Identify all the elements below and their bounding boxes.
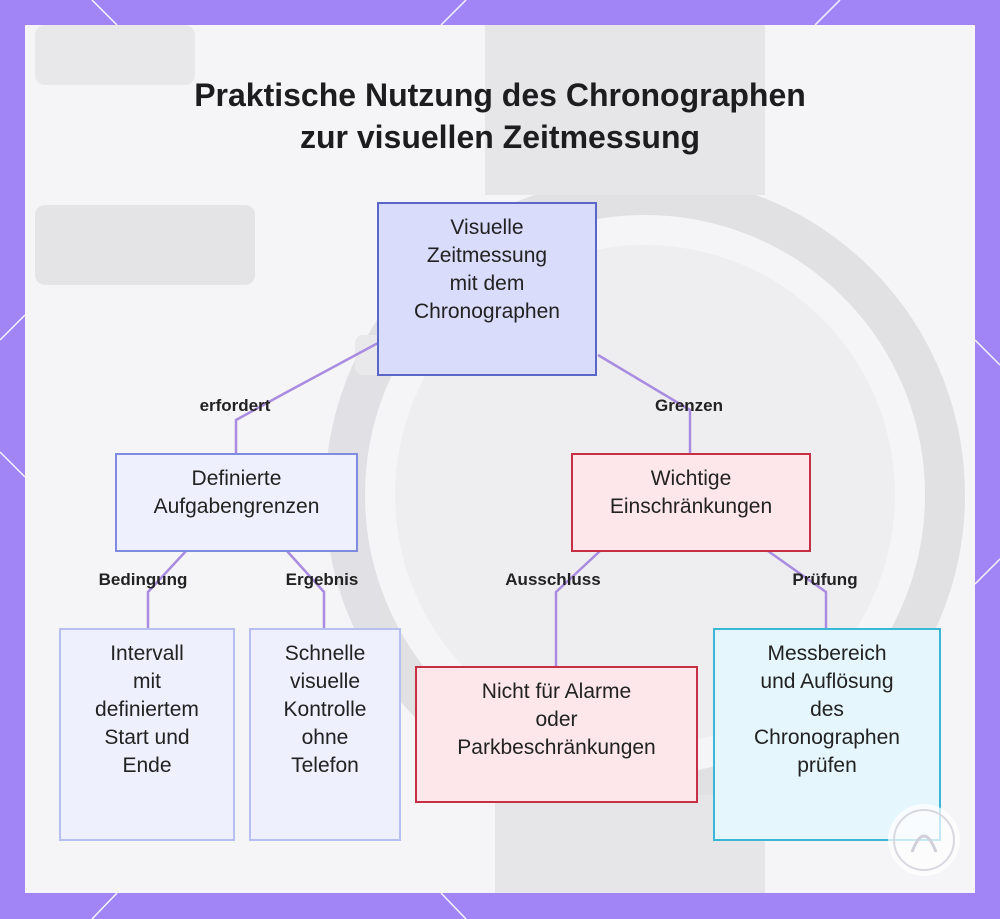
watermark-logo xyxy=(884,800,964,880)
edge-label-check: Prüfung xyxy=(792,570,858,589)
diagram-title-line-1: Praktische Nutzung des Chronographen xyxy=(194,77,806,113)
diagram-title-line-2: zur visuellen Zeitmessung xyxy=(299,119,701,155)
node-check-range-label: Messbereich und Auflösung des Chronographen prüfen xyxy=(754,642,900,777)
edge-label-exclusion: Ausschluss xyxy=(505,570,601,589)
node-quick-check xyxy=(249,628,401,841)
edge-label-condition: Bedingung xyxy=(98,570,188,589)
connector-limits-exclusion xyxy=(556,551,600,666)
node-important-limits xyxy=(571,453,811,552)
node-defined-task-limits-label: Definierte Aufgabengrenzen xyxy=(153,467,320,518)
node-interval-label: Intervall mit definiertem Start und Ende xyxy=(95,642,199,777)
node-quick-check-label: Schnelle visuelle Kontrolle ohne Telefon xyxy=(283,642,367,777)
node-interval xyxy=(59,628,235,841)
edge-label-limits: Grenzen xyxy=(654,396,724,415)
edge-label-result: Ergebnis xyxy=(285,570,359,589)
edge-label-requires: erfordert xyxy=(199,396,271,415)
node-exclusion xyxy=(415,666,698,803)
node-exclusion-label: Nicht für Alarme oder Parkbeschränkungen xyxy=(457,680,656,759)
node-root-label: Visuelle Zeitmessung mit dem Chronographen xyxy=(414,216,560,323)
node-defined-task-limits xyxy=(115,453,358,552)
node-important-limits-label: Wichtige Einschränkungen xyxy=(609,467,773,518)
node-root xyxy=(377,202,597,376)
